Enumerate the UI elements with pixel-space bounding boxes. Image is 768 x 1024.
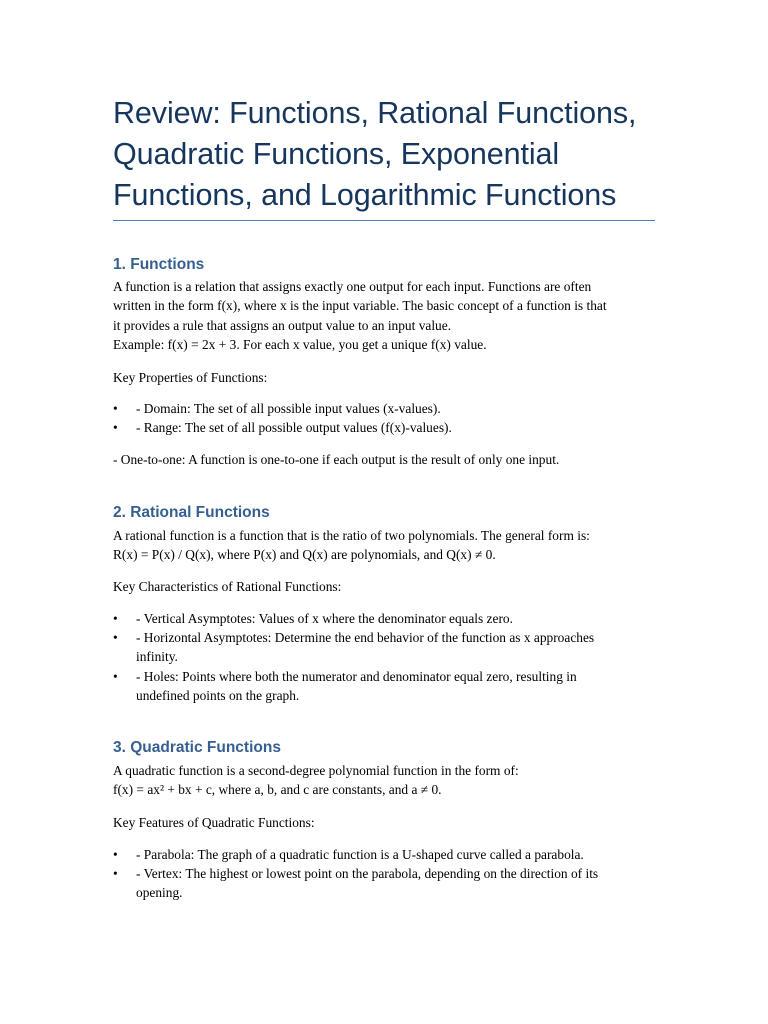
quadratic-intro-line-2: f(x) = ax² + bx + c, where a, b, and c are constants, and a ≠ 0. (113, 782, 442, 798)
quadratic-intro-line-1: A quadratic function is a second-degree polynomial function in the form of: (113, 763, 519, 778)
list-item-text: - Domain: The set of all possible input values (x-values). (136, 401, 441, 416)
rational-intro-line-1: A rational function is a function that is the ratio of two polynomials. The general form is: (113, 528, 590, 543)
list-item-text: - Holes: Points where both the numerator and denominator equal zero, resulting in undefined points on the graph. (136, 669, 577, 704)
list-item (113, 667, 633, 706)
title-underline-rule (113, 220, 655, 221)
rational-list-title: Key Characteristics of Rational Functions: (113, 579, 342, 594)
list-item (113, 418, 643, 437)
rational-intro-line-2: R(x) = P(x) / Q(x), where P(x) and Q(x) are polynomials, and Q(x) ≠ 0. (113, 547, 496, 563)
list-item-text: - Parabola: The graph of a quadratic function is a U-shaped curve called a parabola. (136, 847, 584, 862)
list-item-text: - Vertical Asymptotes: Values of x where the denominator equals zero. (136, 611, 513, 626)
functions-intro-line-3: it provides a rule that assigns an output value to an input value. (113, 317, 452, 333)
quadratic-list-title: Key Features of Quadratic Functions: (113, 815, 315, 830)
bullet-icon: • (113, 611, 118, 626)
list-item (113, 628, 633, 667)
list-item-text: - Horizontal Asymptotes: Determine the end behavior of the function as x approaches infinity. (136, 630, 595, 665)
list-item (113, 845, 643, 864)
functions-list-title: Key Properties of Functions: (113, 370, 268, 385)
section-heading-functions: 1. Functions (113, 256, 205, 273)
functions-intro-line-1: A function is a relation that assigns exactly one output for each input. Functions are often (113, 279, 592, 294)
functions-intro-line-2: written in the form f(x), where x is the input variable. The basic concept of a function is that (113, 298, 607, 314)
bullet-icon: • (113, 401, 118, 416)
bullet-icon: • (113, 866, 118, 881)
list-item (113, 399, 643, 418)
section-heading-rational-functions: 2. Rational Functions (113, 504, 270, 521)
rational-intro-paragraph (113, 526, 643, 565)
functions-intro-paragraph (113, 277, 643, 355)
bullet-icon: • (113, 847, 118, 862)
functions-one-to-one-note: - One-to-one: A function is one-to-one if each output is the result of only one input. (113, 452, 560, 467)
bullet-icon: • (113, 630, 118, 645)
bullet-icon: • (113, 420, 118, 435)
list-item (113, 609, 643, 628)
functions-example: Example: f(x) = 2x + 3. For each x value, you get a unique f(x) value. (113, 337, 487, 353)
document-title: Review: Functions, Rational Functions, Quadratic Functions, Exponential Functions, and Logarithmic Functions (113, 96, 637, 212)
section-heading-quadratic-functions: 3. Quadratic Functions (113, 739, 281, 756)
bullet-icon: • (113, 669, 118, 684)
list-item (113, 864, 633, 903)
list-item-text: - Range: The set of all possible output values (f(x)-values). (136, 420, 452, 435)
quadratic-intro-paragraph (113, 761, 643, 800)
list-item-text: - Vertex: The highest or lowest point on the parabola, depending on the direction of its opening. (136, 866, 599, 901)
